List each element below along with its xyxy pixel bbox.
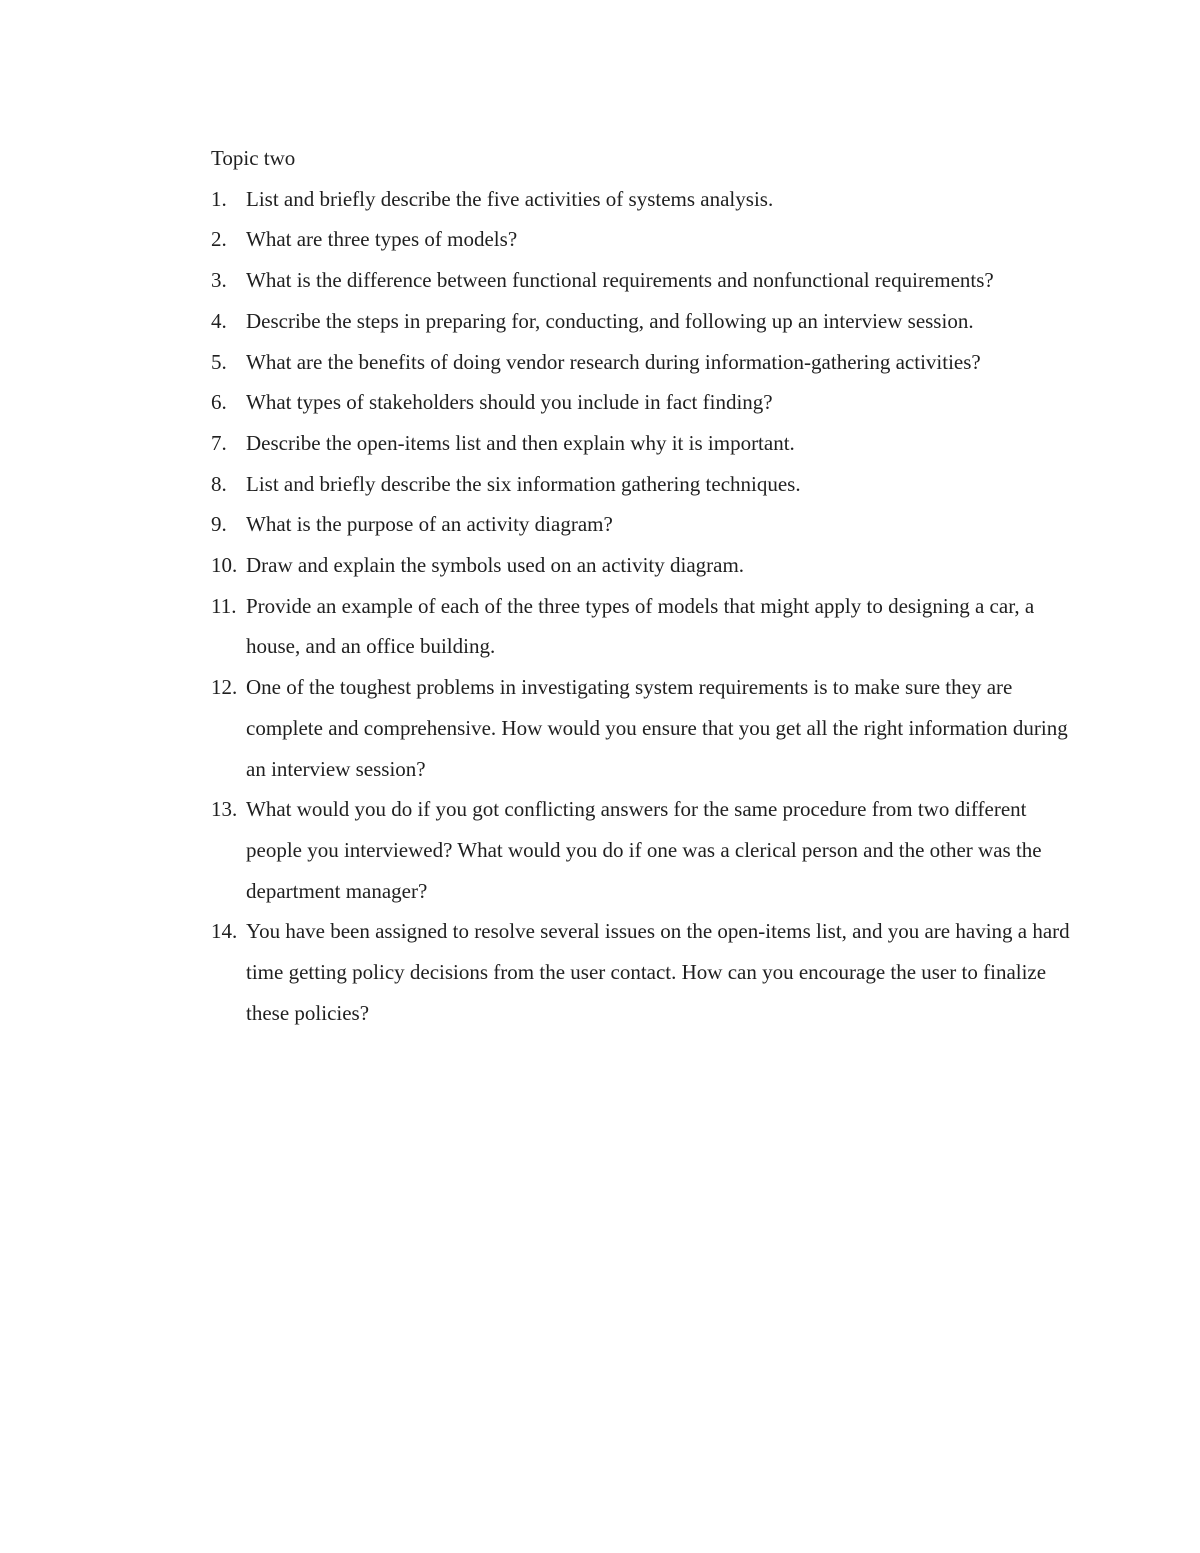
question-number: 2. bbox=[211, 227, 227, 252]
question-item bbox=[211, 179, 1071, 220]
question-number: 8. bbox=[211, 471, 227, 496]
question-text: List and briefly describe the five activities of systems analysis. bbox=[246, 186, 774, 211]
question-item bbox=[211, 301, 1071, 342]
question-text: One of the toughest problems in investigating system requirements is to make sure they are complete and comprehensive. How would you ensure that you get all the right information during an interview session? bbox=[246, 675, 1068, 781]
question-text: What is the purpose of an activity diagram? bbox=[246, 512, 613, 537]
question-number: 14. bbox=[211, 919, 238, 944]
question-list bbox=[211, 179, 1071, 1034]
question-number: 5. bbox=[211, 349, 227, 374]
question-number: 9. bbox=[211, 512, 227, 537]
document-title: Topic two bbox=[211, 146, 296, 170]
question-text: Describe the steps in preparing for, conducting, and following up an interview session. bbox=[246, 308, 974, 333]
question-item bbox=[211, 423, 1071, 464]
question-item bbox=[211, 382, 1071, 423]
question-number: 6. bbox=[211, 390, 227, 415]
question-item bbox=[211, 911, 1071, 1033]
question-item bbox=[211, 545, 1071, 586]
question-number: 4. bbox=[211, 308, 227, 333]
question-text: List and briefly describe the six information gathering techniques. bbox=[246, 471, 801, 496]
document-content bbox=[211, 138, 1071, 1033]
question-item bbox=[211, 789, 1071, 911]
question-text: What would you do if you got conflicting answers for the same procedure from two different people you interviewed? What would you do if one was a clerical person and the other was the department manager? bbox=[246, 797, 1042, 903]
question-item bbox=[211, 504, 1071, 545]
question-text: You have been assigned to resolve several issues on the open-items list, and you are having a hard time getting policy decisions from the user contact. How can you encourage the user to finalize these policies? bbox=[246, 919, 1070, 1025]
question-item bbox=[211, 464, 1071, 505]
question-number: 12. bbox=[211, 675, 238, 700]
question-text: Describe the open-items list and then explain why it is important. bbox=[246, 430, 795, 455]
question-number: 7. bbox=[211, 430, 227, 455]
question-number: 11. bbox=[211, 593, 237, 618]
question-number: 3. bbox=[211, 268, 227, 293]
question-item bbox=[211, 260, 1071, 301]
question-text: What types of stakeholders should you include in fact finding? bbox=[246, 390, 773, 415]
question-number: 1. bbox=[211, 186, 227, 211]
question-text: What are the benefits of doing vendor research during information-gathering activities? bbox=[246, 349, 981, 374]
question-item bbox=[211, 342, 1071, 383]
question-text: What is the difference between functional requirements and nonfunctional requirements? bbox=[246, 268, 994, 293]
question-item bbox=[211, 586, 1071, 667]
question-item bbox=[211, 667, 1071, 789]
question-text: Provide an example of each of the three types of models that might apply to designing a car, a house, and an office building. bbox=[246, 593, 1035, 659]
question-number: 13. bbox=[211, 797, 238, 822]
question-text: What are three types of models? bbox=[246, 227, 518, 252]
question-text: Draw and explain the symbols used on an activity diagram. bbox=[246, 553, 745, 578]
question-number: 10. bbox=[211, 553, 238, 578]
question-item bbox=[211, 219, 1071, 260]
